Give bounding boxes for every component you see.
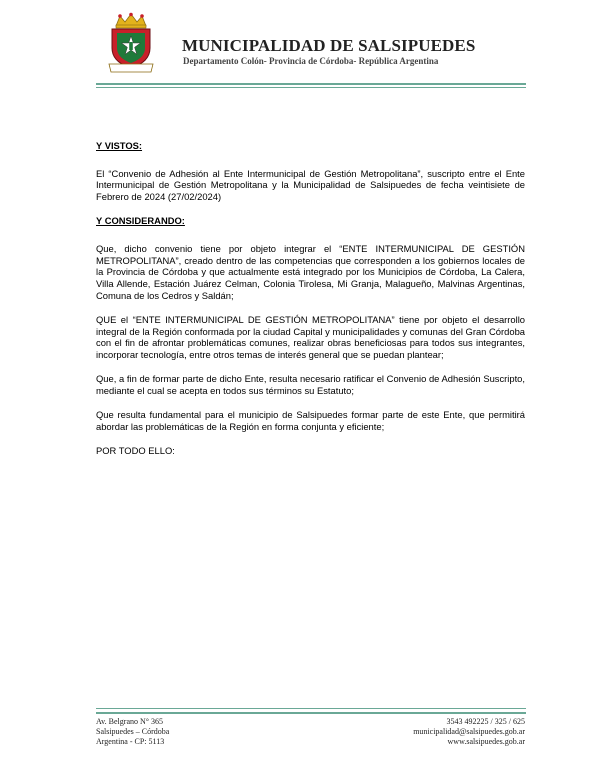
footer-address-line: Salsipuedes – Córdoba (96, 727, 170, 736)
document-body (96, 140, 525, 457)
municipal-coat-of-arms-logo (106, 12, 156, 74)
paragraph-considerando-2: QUE el “ENTE INTERMUNICIPAL DE GESTIÓN METROPOLITANA” tiene por objeto el desarrollo integral de la Región conformada por la ciudad Capital y municipalidades y comunas del Gran Córdoba con el fin de afrontar problemáticas comunes, realizar obras beneficiosas para todos sus integrantes, incorporar tecnología, entre otros temas de interés general que se puedan plantear; (96, 314, 525, 361)
footer-email: municipalidad@salsipuedes.gob.ar (413, 727, 525, 736)
organization-subtitle: Departamento Colón- Provincia de Córdoba- República Argentina (183, 56, 439, 66)
footer-phone: 3543 492225 / 325 / 625 (446, 717, 525, 726)
footer-divider-thin (96, 708, 526, 709)
header-divider (96, 83, 526, 85)
paragraph-vistos: El “Convenio de Adhesión al Ente Intermunicipal de Gestión Metropolitana”, suscripto entre el Ente Intermunicipal de Gestión Metropolitana y la Municipalidad de Salsipuedes de fecha veintisiete de Febrero de 2024 (27/02/2024) (96, 167, 525, 203)
footer-address-line: Av. Belgrano N° 365 (96, 717, 163, 726)
paragraph-considerando-1: Que, dicho convenio tiene por objeto integrar el “ENTE INTERMUNICIPAL DE GESTIÓN METROPOLITANA”, creado dentro de las competencias que corresponden a los gobiernos locales de la Provincia de Córdoba y que actualmente está integrado por los Municipios de Córdoba, La Calera, Villa Allende, Estación Juárez Celman, Colonia Tirolesa, Mi Granja, Malagueño, Malvinas Argentinas, Comuna de los Cedros y Saldán; (96, 243, 525, 301)
letterhead (0, 0, 614, 92)
organization-name: MUNICIPALIDAD DE SALSIPUEDES (182, 36, 476, 55)
heading-vistos: Y VISTOS: (96, 140, 143, 151)
heading-considerando: Y CONSIDERANDO: (96, 215, 185, 227)
footer-website: www.salsipuedes.gob.ar (447, 737, 525, 746)
paragraph-considerando-3: Que, a fin de formar parte de dicho Ente, resulta necesario ratificar el Convenio de Adhesión Suscripto, mediante el cual se acepta en todos sus términos su Estatuto; (96, 373, 525, 397)
footer-address (96, 717, 169, 747)
footer-divider (96, 712, 526, 714)
paragraph-considerando-4: Que resulta fundamental para el municipio de Salsipuedes formar parte de este Ente, que permitirá abordar las problemáticas de la Región en forma conjunta y eficiente; (96, 409, 525, 432)
footer-contact (413, 717, 525, 747)
footer-address-line: Argentina - CP: 5113 (96, 737, 165, 746)
closing-statement: POR TODO ELLO: (96, 445, 175, 457)
header-divider-thin (96, 87, 526, 88)
